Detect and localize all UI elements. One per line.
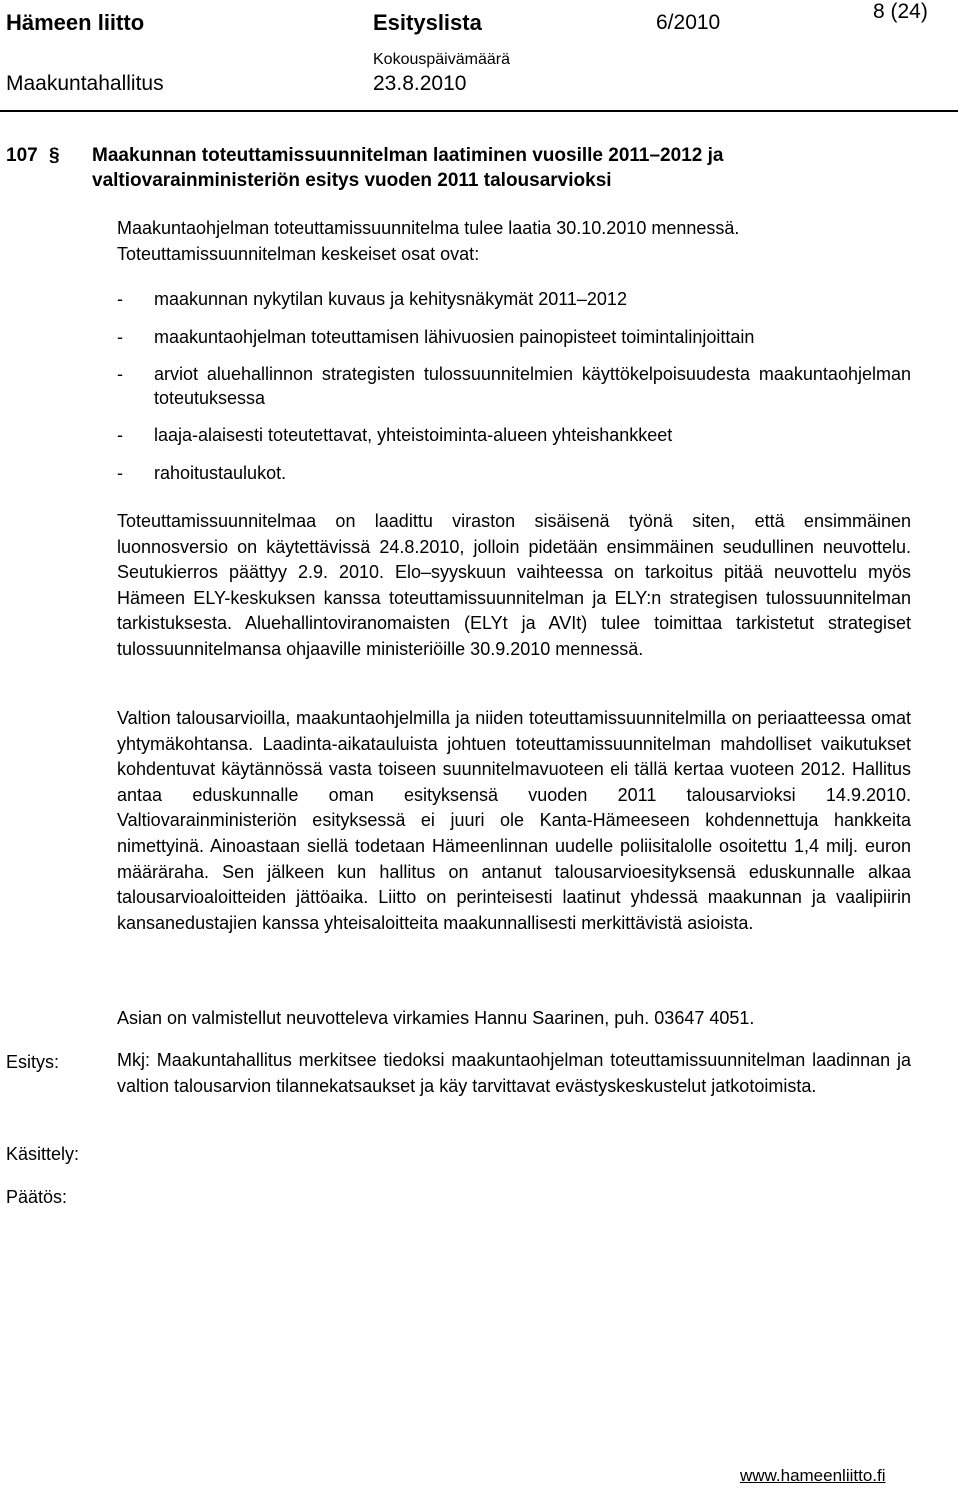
list-item <box>117 462 911 486</box>
section-symbol: § <box>49 145 60 166</box>
bullet-text: maakuntaohjelman toteuttamisen lähivuosien painopisteet toimintalinjoittain <box>154 326 755 347</box>
header-number: 6/2010 <box>656 11 721 34</box>
bullet-dash: - <box>117 425 123 445</box>
bullet-dash: - <box>117 326 123 347</box>
header-body: Maakuntahallitus <box>6 72 164 95</box>
proposal-text: Mkj: Maakuntahallitus merkitsee tiedoksi maakuntaohjelman toteuttamissuunnitelman laadinnan ja valtion talousarvion tilannekatsaukset ja käy tarvittavat evästyskeskustelut jatkotoimista. <box>117 1050 911 1096</box>
list-item <box>117 424 911 448</box>
bullet-text: arviot aluehallinnon strategisten tulossuunnitelmien käyttökelpoisuudesta maakuntaohjelman toteutuksessa <box>154 364 911 408</box>
section-number: 107 <box>6 145 38 166</box>
list-item <box>117 288 911 312</box>
bullet-text: maakunnan nykytilan kuvaus ja kehitysnäkymät 2011–2012 <box>154 289 627 309</box>
section-title: Maakunnan toteuttamissuunnitelman laatiminen vuosille 2011–2012 ja valtiovarainministeriön esitys vuoden 2011 talousarvioksi <box>92 145 724 191</box>
preparer-note: Asian on valmistellut neuvotteleva virkamies Hannu Saarinen, puh. 03647 4051. <box>117 1008 755 1028</box>
paragraph-schedule: Toteuttamissuunnitelmaa on laadittu viraston sisäisenä työnä siten, että ensimmäinen luonnosversio on käytettävissä 24.8.2010, jolloin pidetään ensimmäinen seudullinen neuvottelu. Seutukierros päättyy 2.9. 2010. Elo–syyskuun vaihteessa on tarkoitus pitää neuvottelu myös Hämeen ELY-keskuksen kanssa toteuttamissuunnitelman ja ELY:n strategisen tulossuunnitelman tarkistuksesta. Aluehallintoviranomaisten (ELYt ja AVIt) tulee toimittaa tarkistetut strategiset tulossuunnitelmansa ohjaaville ministeriöille 30.9.2010 mennessä. <box>117 511 911 659</box>
header-page: 8 (24) <box>873 0 928 23</box>
header-org: Hämeen liitto <box>6 10 145 35</box>
proposal-label: Esitys: <box>6 1052 60 1072</box>
footer-website-link[interactable]: www.hameenliitto.fi <box>740 1466 886 1485</box>
header-rule <box>0 110 958 112</box>
bullet-dash: - <box>117 364 123 384</box>
bullet-text: laaja-alaisesti toteutettavat, yhteistoiminta-alueen yhteishankkeet <box>154 425 673 445</box>
header-doc-type: Esityslista <box>373 10 482 35</box>
header-date-label: Kokouspäivämäärä <box>373 51 510 68</box>
paragraph-budget: Valtion talousarvioilla, maakuntaohjelmilla ja niiden toteuttamissuunnitelmilla on periaatteessa omat yhtymäkohtansa. Laadinta-aikatauluista johtuen toteuttamissuunnitelman mahdolliset vaikutukset kohdentuvat käytännössä vasta toiseen suunnitelmavuoteen eli tällä kertaa vuoteen 2012. Hallitus antaa eduskunnalle oman esityksensä vuoden 2011 talousarvioksi 14.9.2010. Valtiovarainministeriön esityksessä ei juuri ole Kanta-Hämeeseen kohdennettuja hankkeita nimettyinä. Ainoastaan siellä todetaan Hämeenlinnan uudelle poliisitalolle osoitettu 1,4 milj. euron määräraha. Sen jälkeen kun hallitus on antanut talousarvioesityksensä eduskunnalle alkaa talousarvioaloitteiden jättöaika. Liitto on perinteisesti laatinut yhdessä maakunnan ja vaalipiirin kansanedustajien kanssa yhteisaloitteita maakunnallisesti merkittävistä asioista. <box>117 708 911 933</box>
handling-label: Käsittely: <box>6 1144 80 1164</box>
header-date: 23.8.2010 <box>373 72 467 95</box>
bullet-list <box>117 288 911 499</box>
bullet-text: rahoitustaulukot. <box>154 462 287 483</box>
list-item <box>117 363 911 410</box>
bullet-dash: - <box>117 289 123 309</box>
decision-label: Päätös: <box>6 1187 68 1207</box>
list-item <box>117 326 911 350</box>
bullet-dash: - <box>117 462 123 483</box>
intro-paragraph: Maakuntaohjelman toteuttamissuunnitelma tulee laatia 30.10.2010 mennessä. Toteuttamissuunnitelman keskeiset osat ovat: <box>117 218 740 264</box>
